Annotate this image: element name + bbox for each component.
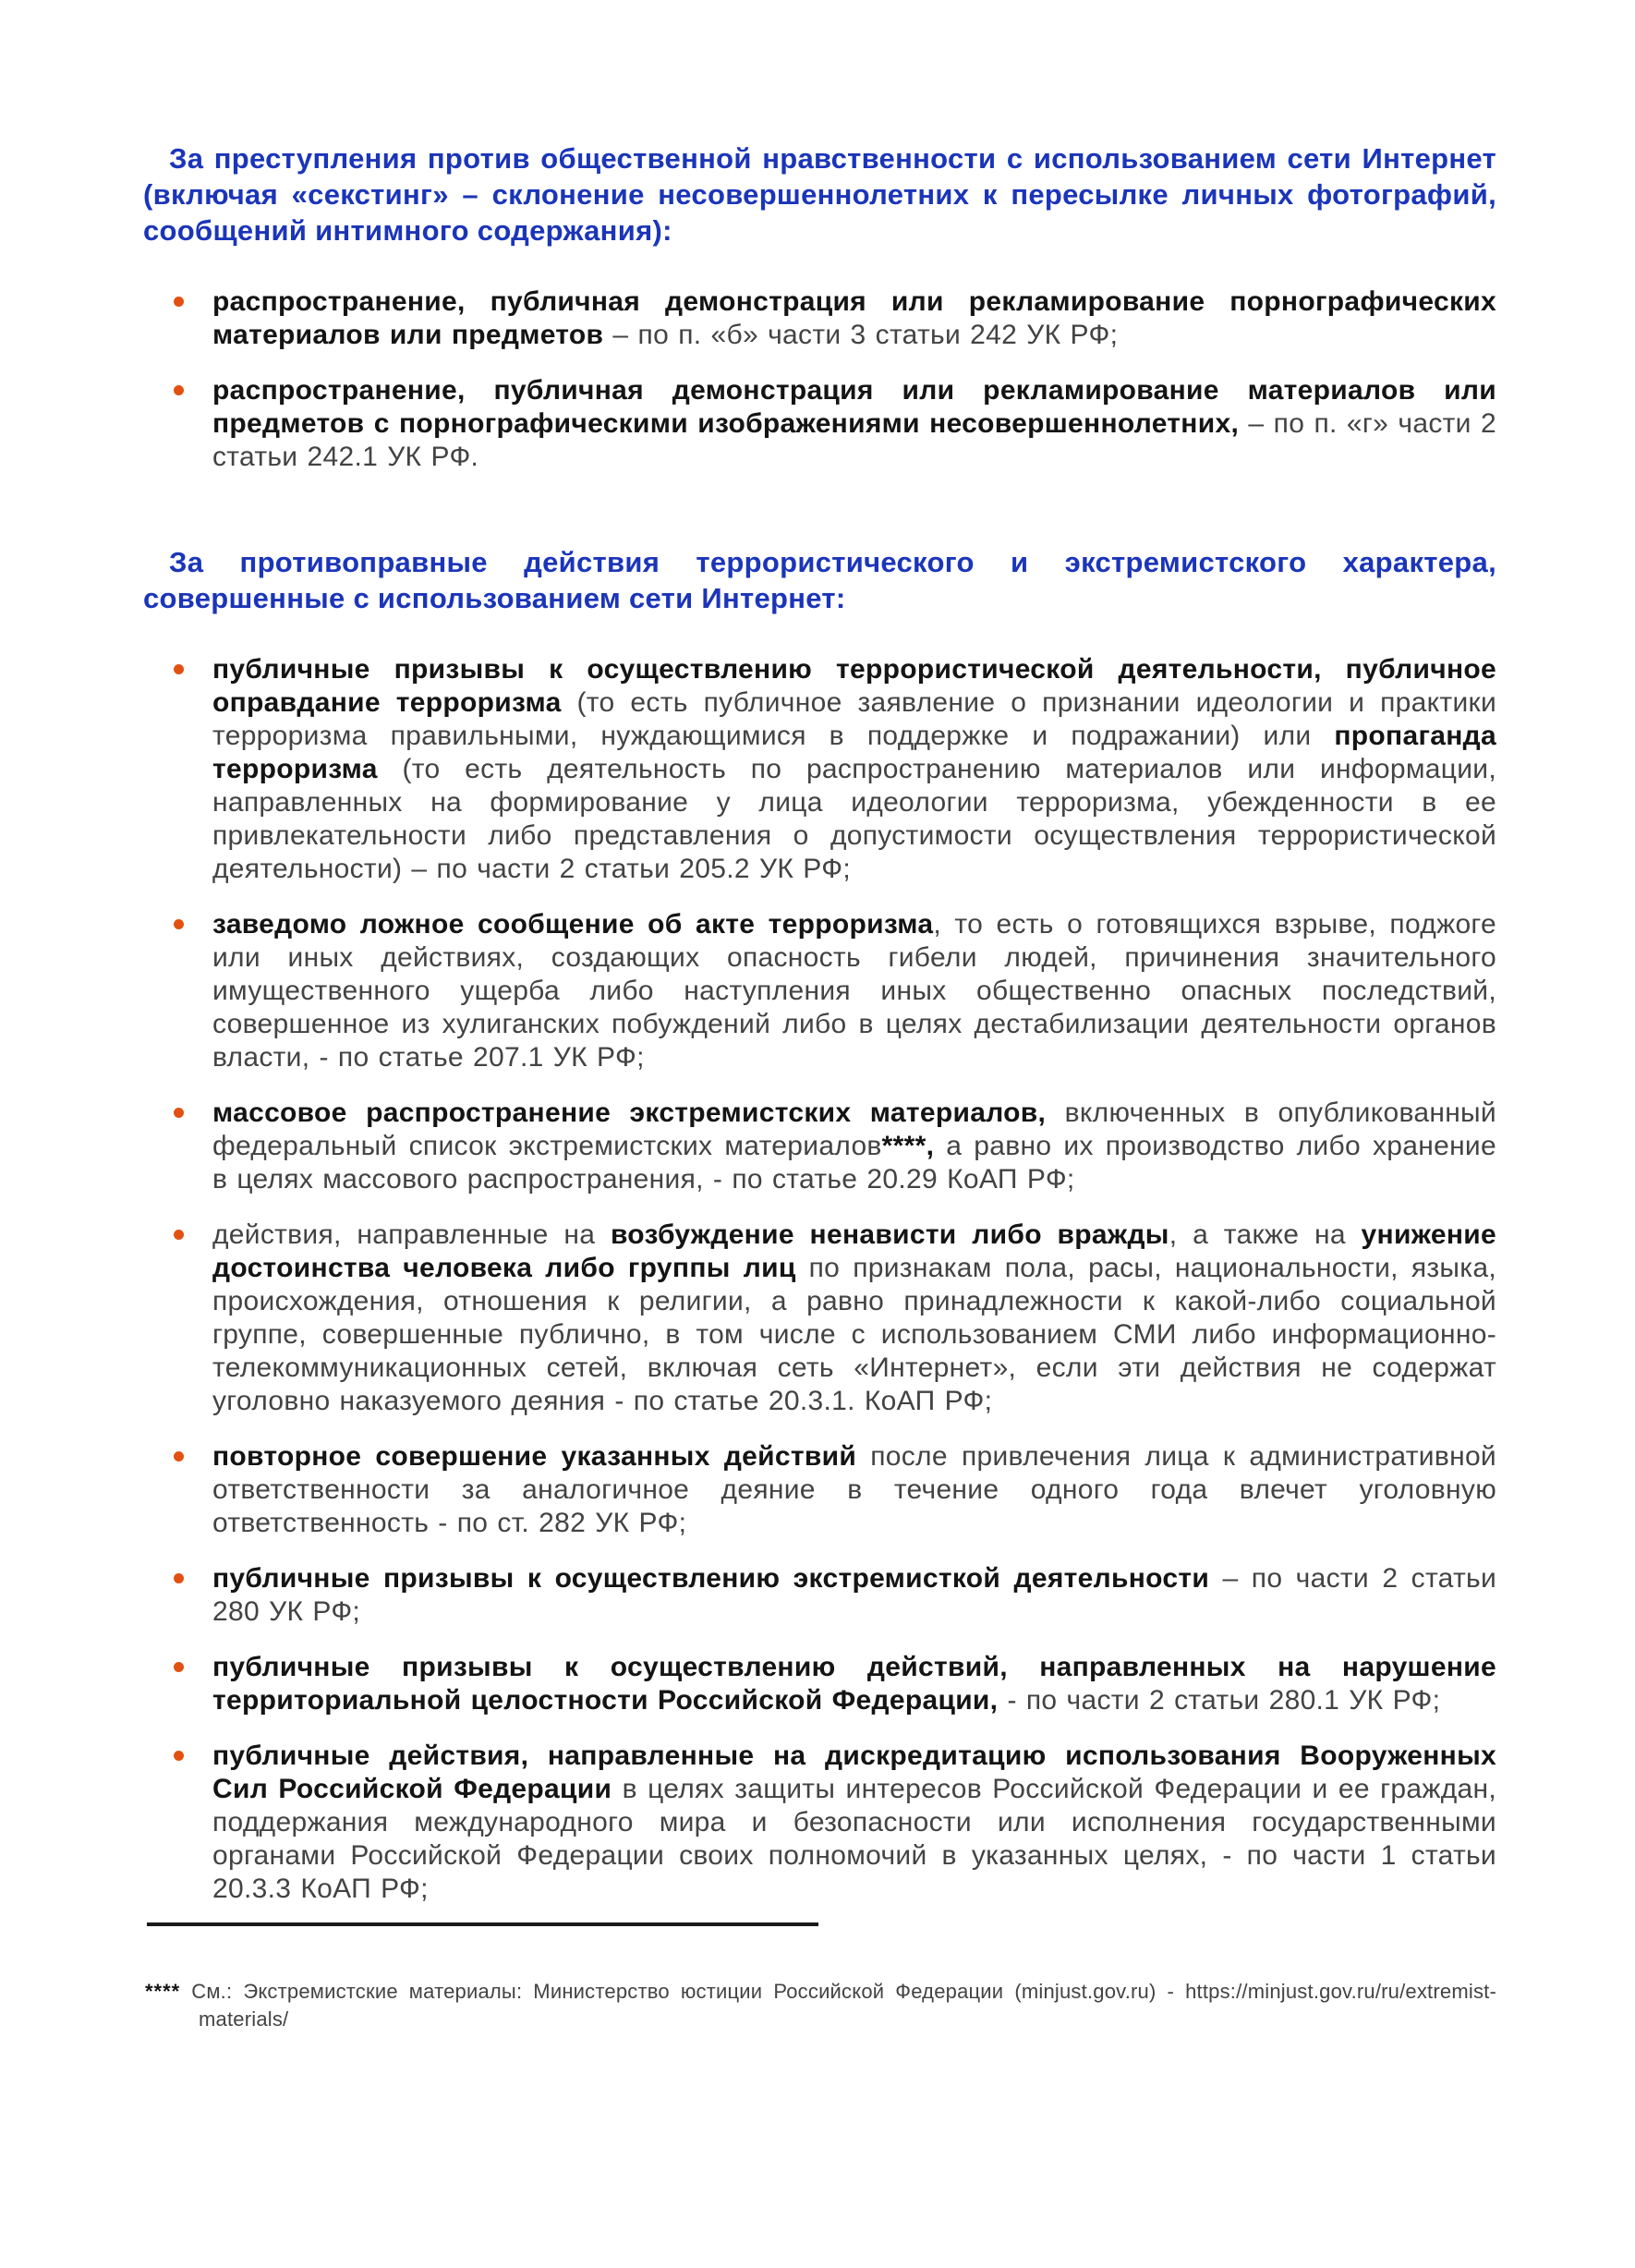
bold-text-run: публичные призывы к осуществлению экстремисткой деятельности xyxy=(212,1563,1210,1594)
section-heading: За противоправные действия террористического и экстремистского характера, совершенные с использованием сети Интернет: xyxy=(143,546,1496,614)
text-run: в целях защиты интересов Российской Федерации и ее граждан, поддержания международного мира и безопасности или исполнения государственными органами Российской Федерации своих полномочий в указанных целях, - по части 1 статьи 20.3.3 КоАП РФ; xyxy=(212,1774,1496,1904)
bold-text-run: возбуждение ненависти либо вражды xyxy=(610,1219,1169,1250)
bold-text-run: распространение, публичная демонстрация или рекламирование материалов или предметов с порнографическими изображениями несовершеннолетних, xyxy=(212,375,1496,439)
text-run: (то есть деятельность по распространению материалов или информации, направленных на формирование у лица идеологии терроризма, убежденности в ее привлекательности либо представления о допустимости осуществления террористической деятельности) – по части 2 статьи 205.2 УК РФ; xyxy=(212,754,1496,884)
document-section xyxy=(143,140,1496,474)
list-item xyxy=(143,908,1496,1074)
list-item xyxy=(143,1097,1496,1196)
bold-text-run: публичные призывы к осуществлению действий, направленных на нарушение территориальной целостности Российской Федерации, xyxy=(212,1652,1496,1716)
list-item xyxy=(143,374,1496,474)
footnote-separator xyxy=(147,1922,818,1926)
text-run: (то есть публичное заявление о признании идеологии и практики терроризма правильными, нуждающимися в поддержке и подражании) или xyxy=(212,687,1496,751)
list-item xyxy=(143,1562,1496,1629)
bold-text-run: унижение достоинства человека либо группы лиц xyxy=(212,1219,1496,1283)
text-run: - по части 2 статьи 280.1 УК РФ; xyxy=(998,1685,1441,1716)
text-run: , а также на xyxy=(1169,1219,1362,1250)
list-item xyxy=(143,1440,1496,1540)
text-run: , то есть о готовящихся взрыве, поджоге или иных действиях, создающих опасность гибели людей, причинения значительного имущественного ущерба либо наступления иных общественно опасных последствий, совершенное из хулиганских побуждений либо в целях дестабилизации деятельности органов власти, - по статье 207.1 УК РФ; xyxy=(212,909,1496,1073)
section-heading: За преступления против общественной нравственности с использованием сети Интернет (включая «секстинг» – склонение несовершеннолетних к пересылке личных фотографий, сообщений интимного содержания): xyxy=(143,142,1496,247)
bold-text-run: заведомо ложное сообщение об акте терроризма xyxy=(212,909,934,940)
list-item xyxy=(143,285,1496,352)
list-item xyxy=(143,1219,1496,1418)
text-run: после привлечения лица к административной ответственности за аналогичное деяние в течение одного года влечет уголовную ответственность - по ст. 282 УК РФ; xyxy=(212,1441,1496,1538)
text-run: включенных в опубликованный федеральный список экстремистских материалов xyxy=(212,1098,1496,1161)
bold-text-run: публичные призывы к осуществлению террористической деятельности, публичное оправдание терроризма xyxy=(212,654,1496,718)
text-run: а равно их производство либо хранение в целях массового распространения, - по статье 20.29 КоАП РФ; xyxy=(212,1131,1496,1195)
bold-text-run: повторное совершение указанных действий xyxy=(212,1441,857,1472)
bullet-list xyxy=(143,653,1496,1906)
list-item xyxy=(143,653,1496,886)
text-run: – по п. «б» части 3 статьи 242 УК РФ; xyxy=(603,320,1119,350)
text-run: – по части 2 статьи 280 УК РФ; xyxy=(212,1563,1497,1627)
bold-text-run: публичные действия, направленные на дискредитацию использования Вооруженных Сил Российской Федерации xyxy=(212,1740,1496,1804)
document-section xyxy=(143,544,1496,1906)
text-run: – по п. «г» части 2 статьи 242.1 УК РФ. xyxy=(212,408,1497,472)
bold-text-run: массовое распространение экстремистских материалов, xyxy=(212,1098,1047,1128)
bullet-list xyxy=(143,285,1496,474)
footnote xyxy=(145,1978,1496,2033)
list-item xyxy=(143,1651,1496,1717)
footnote-text: См.: Экстремистские материалы: Министерство юстиции Российской Федерации (minjust.gov.ru) - https://minjust.gov.ru/ru/extremist-materials/ xyxy=(191,1980,1496,2031)
footnote-marker: **** xyxy=(145,1980,181,2003)
text-run: по признакам пола, расы, национальности, языка, происхождения, отношения к религии, а равно принадлежности к какой-либо социальной группе, совершенные публично, в том числе с использованием СМИ либо информационно-телекоммуникационных сетей, включая сеть «Интернет», если эти действия не содержат уголовно наказуемого деяния - по статье 20.3.1. КоАП РФ; xyxy=(212,1253,1496,1416)
bold-text-run: ****, xyxy=(881,1131,935,1161)
sections-container xyxy=(143,140,1496,1906)
bold-text-run: распространение, публичная демонстрация или рекламирование порнографических материалов или предметов xyxy=(212,286,1496,350)
list-item xyxy=(143,1740,1496,1906)
bold-text-run: пропаганда терроризма xyxy=(212,721,1496,784)
text-run: действия, направленные на xyxy=(212,1219,611,1250)
